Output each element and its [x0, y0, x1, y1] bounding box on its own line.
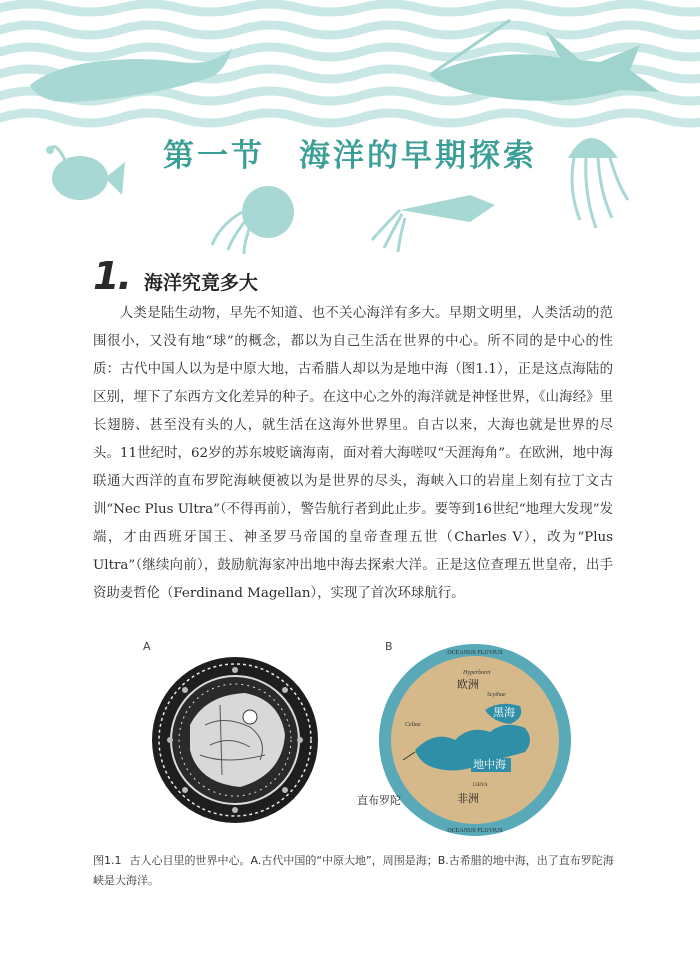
section-number: 1. [93, 254, 130, 298]
figure-a-label: A [143, 640, 151, 653]
celtae-label: Celtae [405, 722, 421, 728]
ocean-label-bottom: OCEANUS FLUVIUS [447, 828, 503, 834]
body-paragraph: 人类是陆生动物，早先不知道、也不关心海洋有多大。早期文明里，人类活动的范围很小，又没有地“球”的概念，都以为自己生活在世界的中心。所不同的是中心的性质：古代中国人以为是中原大地，古希腊人却以为是地中海（图1.1），正是这点海陆的区别，埋下了东西方文化差异的种子。在这中心之外的海洋就是神怪世界，《山海经》里长翅膀、甚至没有头的人，就生活在这海外世界里。自古以来，大海也就是世界的尽头。11世纪时，62岁的苏东坡贬谪海南，面对着大海嗟叹“天涯海角”。在欧洲，地中海联通大西洋的直布罗陀海峡便被以为是世界的尽头，海峡入口的岩崖上刻有拉丁文古训“Nec Plus Ultra”（不得再前），警告航行者到此止步。要等到16世纪“地理大发现”发端，才由西班牙国王、神圣罗马帝国的皇帝查理五世（Charles Ⅴ），改为“Plus Ultra”（继续向前），鼓励航海家冲出地中海去探索大洋。正是这位查理五世皇帝，出手资助麦哲伦（Ferdinand Magellan），实现了首次环球航行。 [93, 306, 613, 601]
libya-label: LIBYA [473, 783, 488, 788]
squid-icon [372, 195, 495, 252]
section-heading [93, 254, 258, 298]
ocean-label-top: OCEANUS FLUVIUS [447, 650, 503, 656]
gibraltar-label: 直布罗陀 [357, 794, 401, 807]
figure-caption [93, 851, 618, 891]
nautilus-icon [212, 186, 294, 254]
black-sea-label: 黑海 [493, 706, 515, 719]
mediterranean-label: 地中海 [473, 758, 506, 771]
caption-text: 古人心目里的世界中心。A.古代中国的“中原大地”，周围是海；B.古希腊的地中海，出了直布罗陀海峡是大海洋。 [93, 854, 614, 887]
swordfish-icon [430, 30, 660, 101]
hyperborei-label: Hyperborei [463, 670, 491, 676]
europe-label: 欧洲 [457, 678, 479, 691]
figure-b-label: B [385, 640, 393, 653]
ancient-chinese-world-map [150, 655, 320, 825]
ancient-greek-world-map [375, 640, 575, 840]
chapter-title: 第一节 海洋的早期探索 [163, 138, 537, 174]
section-title: 海洋究竟多大 [143, 272, 258, 294]
caption-number: 图1.1 [93, 854, 122, 867]
scythae-label: Scythae [487, 692, 506, 698]
africa-label: 非洲 [457, 792, 479, 805]
